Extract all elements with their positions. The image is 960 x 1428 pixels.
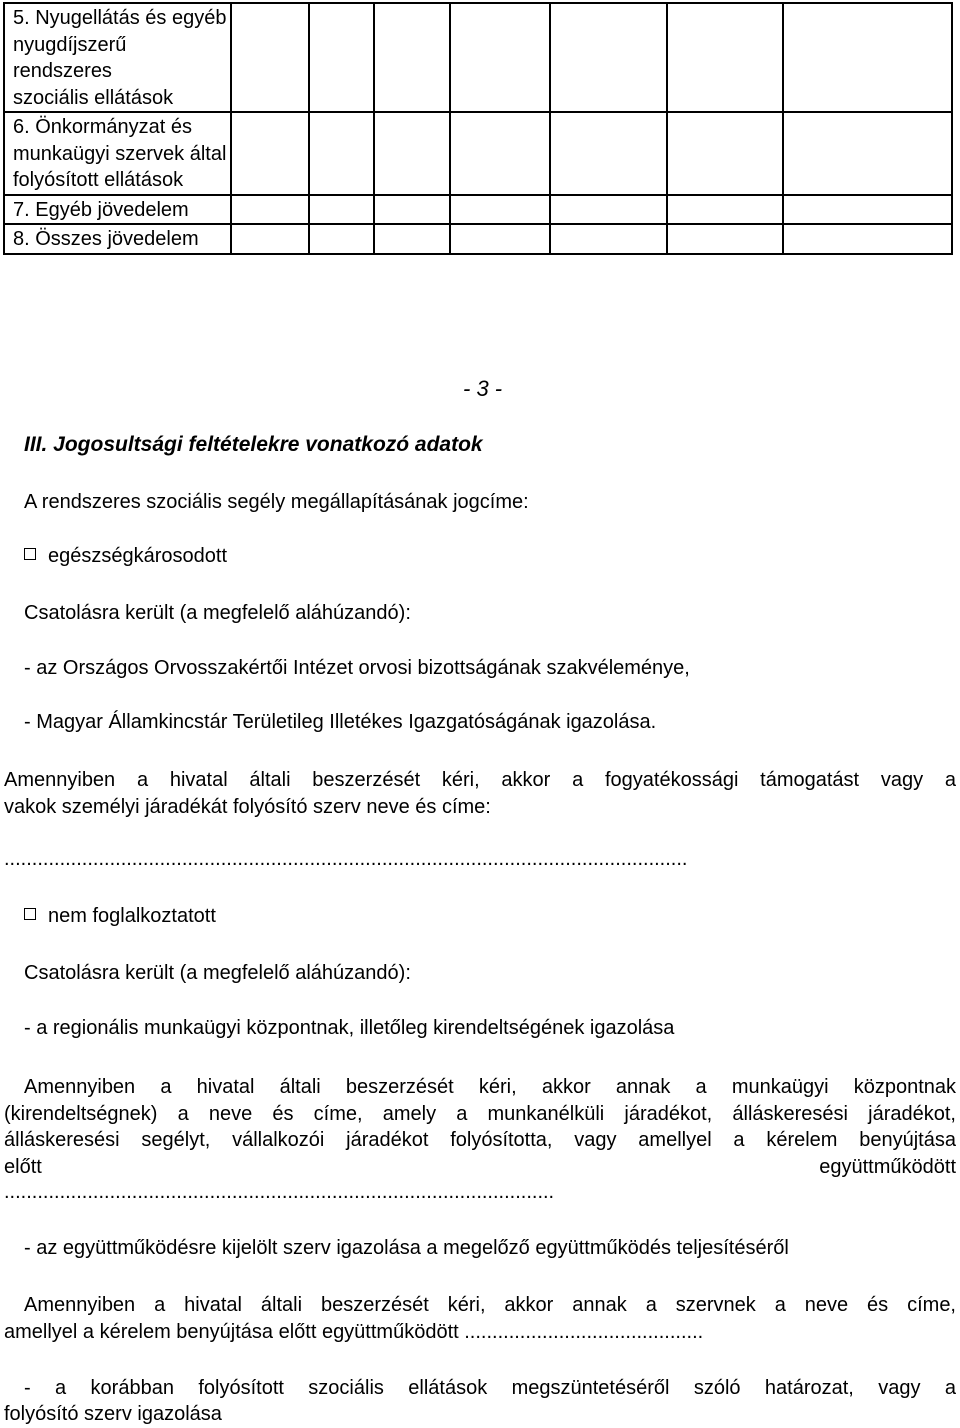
- table-cell: [231, 112, 309, 195]
- table-cell: [783, 224, 952, 254]
- row-label-line: 7. Egyéb jövedelem: [13, 198, 189, 221]
- option-not-employed: [24, 905, 216, 928]
- attached-item: - a regionális munkaügyi központnak, illetőleg kirendeltségének igazolása: [24, 1017, 675, 1039]
- attached-item: - az Országos Orvosszakértői Intézet orvosi bizottságának szakvéleménye,: [24, 657, 690, 679]
- table-cell: [231, 224, 309, 254]
- table-cell: [783, 3, 952, 112]
- request-line: Amennyiben a hivatal általi beszerzését kéri, akkor a fogyatékossági támogatást vagy a: [4, 769, 956, 791]
- section-heading: III. Jogosultsági feltételekre vonatkozó adatok: [24, 433, 483, 456]
- table-cell: [450, 112, 550, 195]
- row-label: [4, 3, 231, 112]
- table-cell: [450, 224, 550, 254]
- row-label-line: nyugdíjszerű rendszeres: [13, 33, 127, 82]
- table-cell: [374, 224, 450, 254]
- fill-in-dots: ...........................................................................................................................: [4, 848, 688, 870]
- table-cell: [550, 3, 667, 112]
- attached-item: folyósító szerv igazolása: [4, 1403, 222, 1425]
- table-cell: [550, 224, 667, 254]
- row-label-line: 8. Összes jövedelem: [13, 228, 199, 250]
- table-cell: [667, 112, 783, 195]
- option-health-impaired: [24, 545, 227, 568]
- table-cell: [309, 3, 374, 112]
- row-label-line: folyósított ellátások: [13, 169, 184, 191]
- checkbox[interactable]: [24, 548, 36, 560]
- table-cell: [550, 195, 667, 225]
- table-cell: [374, 112, 450, 195]
- income-table: [3, 2, 953, 255]
- option-label: egészségkárosodott: [48, 545, 228, 567]
- fill-in-dots: ...................................................................................................: [4, 1181, 555, 1203]
- option-label: nem foglalkoztatott: [48, 905, 216, 927]
- paragraph-line: amellyel a kérelem benyújtása előtt együttműködött ...........................................: [4, 1321, 704, 1343]
- table-cell: [667, 224, 783, 254]
- table-cell: [309, 195, 374, 225]
- row-label-line: 6. Önkormányzat és: [13, 116, 192, 138]
- table-row: [4, 224, 952, 254]
- table-row: [4, 112, 952, 195]
- page-number: - 3 -: [463, 376, 503, 401]
- paragraph-line: Amennyiben a hivatal általi beszerzését kéri, akkor annak a munkaügyi központnak: [24, 1076, 956, 1098]
- attached-item: - az együttműködésre kijelölt szerv igazolása a megelőző együttműködés teljesítéséről: [24, 1237, 789, 1259]
- row-label-line: szociális ellátások: [13, 86, 174, 109]
- attached-item: - Magyar Államkincstár Területileg Illetékes Igazgatóságának igazolása.: [24, 711, 657, 733]
- row-label-line: 5. Nyugellátás és egyéb: [13, 7, 227, 29]
- table-cell: [450, 3, 550, 112]
- row-label-line: munkaügyi szervek által: [13, 142, 227, 165]
- attached-heading: Csatolásra került (a megfelelő aláhúzandó):: [24, 962, 411, 984]
- paragraph-line: (kirendeltségnek) a neve és címe, amely a munkanélküli járadékot, álláskeresési járadékot,: [4, 1103, 956, 1125]
- table-cell: [374, 3, 450, 112]
- table-row: [4, 195, 952, 225]
- table-cell: [309, 224, 374, 254]
- paragraph-line: Amennyiben a hivatal általi beszerzését kéri, akkor annak a szervnek a neve és címe,: [24, 1294, 956, 1316]
- attached-item: - a korábban folyósított szociális ellátások megszüntetéséről szóló határozat, vagy a: [24, 1377, 956, 1399]
- table-cell: [783, 112, 952, 195]
- row-label: [4, 112, 231, 195]
- table-cell: [374, 195, 450, 225]
- table-cell: [783, 195, 952, 225]
- table-cell: [450, 195, 550, 225]
- table-cell: [309, 112, 374, 195]
- paragraph-line: álláskeresési segélyt, vállalkozói járadékot folyósította, vagy amellyel a kérelem benyújtása: [4, 1129, 956, 1151]
- row-label: [4, 224, 231, 254]
- table-row: [4, 3, 952, 112]
- intro-text: A rendszeres szociális segély megállapításának jogcíme:: [24, 491, 529, 513]
- table-cell: [667, 3, 783, 112]
- table-cell: [231, 3, 309, 112]
- attached-heading: Csatolásra került (a megfelelő aláhúzandó):: [24, 602, 411, 624]
- row-label: [4, 195, 231, 225]
- paragraph-line: előtt együttműködött: [4, 1156, 956, 1178]
- table-cell: [667, 195, 783, 225]
- checkbox[interactable]: [24, 908, 36, 920]
- table-cell: [231, 195, 309, 225]
- table-cell: [550, 112, 667, 195]
- request-line: vakok személyi járadékát folyósító szerv neve és címe:: [4, 796, 491, 818]
